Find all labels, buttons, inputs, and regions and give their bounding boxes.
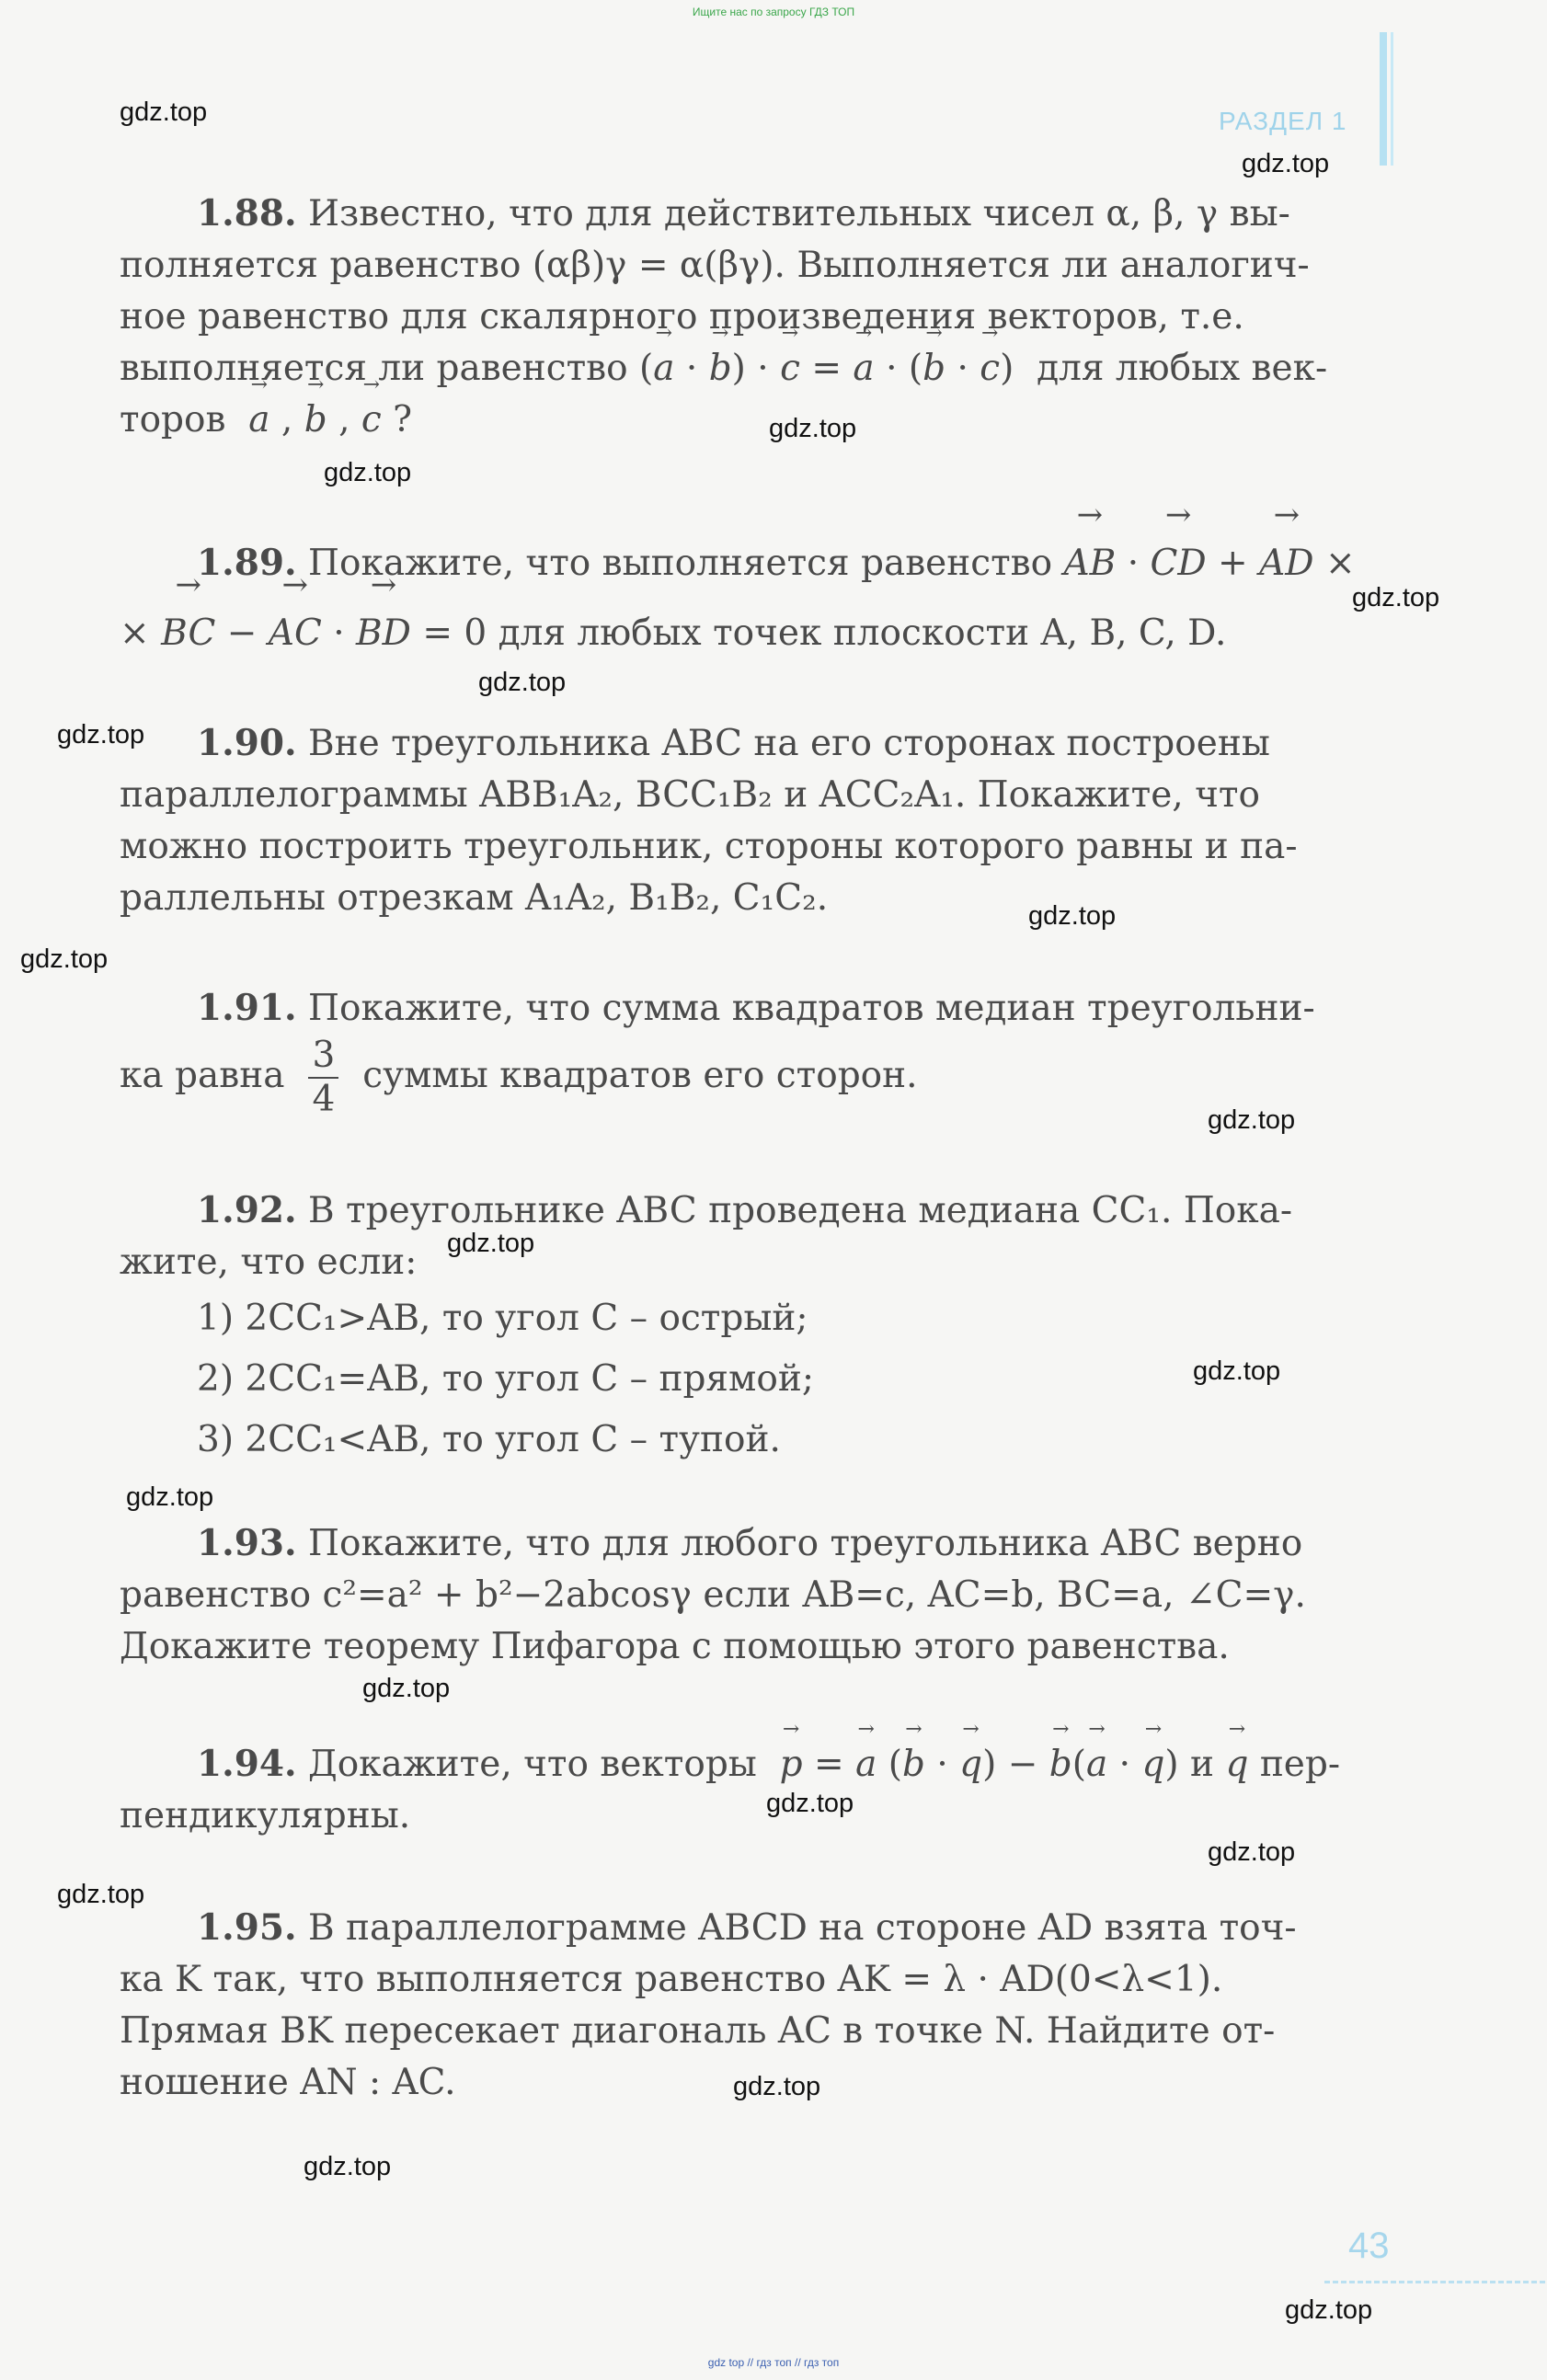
- section-label: РАЗДЕЛ 1: [1219, 107, 1347, 135]
- vector-b: → b: [922, 343, 945, 395]
- problem-1-88: [120, 188, 1391, 446]
- watermark: gdz.top: [478, 668, 567, 697]
- text-line: В параллелограмме ABCD на стороне AD взята точ-: [307, 1907, 1297, 1949]
- footer-dashed-line: [1324, 2281, 1545, 2283]
- text-line: Докажите теорему Пифагора с помощью этого равенства.: [120, 1626, 1230, 1667]
- fraction-denominator: 4: [312, 1079, 336, 1120]
- vector-c: → c: [361, 395, 382, 446]
- watermark: gdz.top: [1028, 901, 1117, 931]
- problem-1-92: [120, 1184, 1391, 1470]
- text-line: раллельны отрезкам A₁A₂, B₁B₂, C₁C₂.: [120, 877, 829, 919]
- problem-1-93: [120, 1517, 1391, 1673]
- vector-b: → b: [709, 343, 732, 395]
- list-item: 1) 2CC₁>AB, то угол C – острый;: [197, 1298, 808, 1339]
- watermark: gdz.top: [20, 944, 109, 974]
- vector-a: → a: [853, 343, 874, 395]
- problem-1-89: [120, 528, 1391, 669]
- text-fragment: Покажите, что выполняется равенство: [307, 543, 1053, 584]
- watermark: gdz.top: [1208, 1105, 1296, 1135]
- vector-c: → c: [780, 343, 800, 395]
- watermark: gdz.top: [769, 414, 857, 443]
- watermark: gdz.top: [57, 720, 145, 749]
- text-line: Вне треугольника ABC на его сторонах построены: [307, 723, 1270, 764]
- vector-cd: → CD: [1151, 529, 1207, 599]
- vector-b: → b: [304, 395, 327, 446]
- watermark: gdz.top: [447, 1229, 535, 1258]
- fraction-numerator: 3: [308, 1035, 338, 1079]
- watermark: gdz.top: [733, 2072, 821, 2101]
- problem-number: 1.94.: [197, 1743, 297, 1785]
- vector-bd: → BD: [356, 599, 411, 669]
- watermark: gdz.top: [1352, 583, 1440, 612]
- watermark: gdz.top: [324, 458, 412, 487]
- text-line: 1.94. Докажите, что векторы → p = → a (→ b · → q) − → b(→ a · → q) и → q пер-: [197, 1738, 1391, 1791]
- list-item: 3) 2CC₁<AB, то угол C – тупой.: [197, 1419, 781, 1460]
- text-line: Покажите, что сумма квадратов медиан треугольни-: [307, 988, 1315, 1029]
- text-fragment: Докажите, что векторы: [307, 1744, 757, 1785]
- vector-a: → a: [248, 395, 269, 446]
- text-line: ное равенство для скалярного произведения векторов, т.е.: [120, 296, 1244, 338]
- watermark: gdz.top: [57, 1880, 145, 1909]
- margin-bar-thin: [1391, 32, 1393, 166]
- list-item: 2) 2CC₁=AB, то угол C – прямой;: [197, 1358, 814, 1400]
- watermark: gdz.top: [1285, 2295, 1373, 2325]
- watermark: gdz.top: [126, 1482, 214, 1512]
- text-line: выполняется ли равенство (→ a · → b) · → c = → a · (→ b · → c) для любых век-: [120, 343, 1391, 395]
- text-line: 1.89. Покажите, что выполняется равенство → AB · → CD + → AD ×: [197, 528, 1391, 599]
- vector-ab: → AB: [1064, 529, 1117, 599]
- watermark: gdz.top: [766, 1789, 854, 1818]
- text-line: Покажите, что для любого треугольника ABC верно: [307, 1523, 1303, 1564]
- vector-c: → c: [980, 343, 1000, 395]
- text-fragment: ?: [393, 399, 413, 441]
- text-fragment: торов: [120, 399, 226, 441]
- problem-number: 1.88.: [197, 192, 297, 235]
- text-fragment: выполняется ли равенство (: [120, 348, 654, 389]
- problem-number: 1.93.: [197, 1522, 297, 1564]
- watermark: gdz.top: [1208, 1837, 1296, 1867]
- problem-number: 1.91.: [197, 987, 297, 1029]
- text-fragment: = 0 для любых точек плоскости A, B, C, D.: [422, 612, 1227, 654]
- problem-number: 1.92.: [197, 1189, 297, 1231]
- vector-q: → q: [1141, 1739, 1164, 1791]
- vector-a: → a: [653, 343, 674, 395]
- top-note[interactable]: Ищите нас по запросу ГДЗ ТОП: [692, 6, 855, 18]
- problem-number: 1.95.: [197, 1906, 297, 1949]
- vector-b: → b: [902, 1739, 925, 1791]
- problem-1-90: [120, 717, 1391, 924]
- text-fragment: ка равна: [120, 1055, 285, 1096]
- vector-q: → q: [959, 1739, 982, 1791]
- problem-number: 1.90.: [197, 722, 297, 764]
- vector-a: → a: [855, 1739, 877, 1791]
- problem-1-95: [120, 1902, 1391, 2109]
- bottom-note[interactable]: gdz top // гдз топ // гдз топ: [707, 2356, 840, 2369]
- text-line: параллелограммы ABB₁A₂, BCC₁B₂ и ACC₂A₁. Покажите, что: [120, 774, 1260, 816]
- problem-1-91: [120, 982, 1391, 1121]
- vector-ad: → AD: [1259, 529, 1313, 599]
- watermark: gdz.top: [362, 1674, 451, 1703]
- watermark: gdz.top: [1242, 149, 1330, 178]
- text-line: полняется равенство (αβ)γ = α(βγ). Выполняется ли аналогич-: [120, 245, 1310, 286]
- margin-bar: [1380, 32, 1387, 166]
- text-line: можно построить треугольник, стороны которого равны и па-: [120, 826, 1298, 867]
- text-fragment: пер-: [1259, 1744, 1341, 1785]
- text-line: торов → a , → b , → c ?: [120, 395, 1391, 446]
- watermark: gdz.top: [304, 2152, 392, 2181]
- text-line: ношение AN : AC.: [120, 2062, 456, 2103]
- text-line: × → BC − → AC · → BD = 0 для любых точек плоскости A, B, C, D.: [120, 599, 1391, 669]
- vector-bc: → BC: [161, 599, 215, 669]
- vector-p: → p: [780, 1739, 803, 1791]
- problem-1-94: [120, 1738, 1391, 1842]
- problem-number: 1.89.: [197, 542, 297, 584]
- vector-ac: → AC: [269, 599, 322, 669]
- fraction: [308, 1035, 338, 1121]
- text-fragment: суммы квадратов его сторон.: [362, 1055, 918, 1096]
- vector-b: → b: [1049, 1739, 1072, 1791]
- text-line: пендикулярны.: [120, 1795, 411, 1836]
- text-line: жите, что если:: [120, 1241, 418, 1283]
- text-line: Известно, что для действительных чисел α, β, γ вы-: [307, 193, 1290, 235]
- text-line: равенство c²=a² + b²−2abcosγ если AB=c, AC=b, BC=a, ∠C=γ.: [120, 1574, 1306, 1616]
- watermark: gdz.top: [120, 97, 208, 127]
- text-line: [120, 1035, 1391, 1121]
- text-line: В треугольнике ABC проведена медиана CC₁. Пока-: [307, 1190, 1293, 1231]
- page-number: 43: [1348, 2226, 1390, 2266]
- vector-q: → q: [1225, 1739, 1248, 1791]
- vector-a: → a: [1086, 1739, 1107, 1791]
- text-fragment: для любых век-: [1037, 348, 1328, 389]
- text-line: Прямая BK пересекает диагональ AC в точке N. Найдите от-: [120, 2010, 1276, 2052]
- text-line: ка K так, что выполняется равенство AK = λ · AD(0<λ<1).: [120, 1959, 1223, 2000]
- watermark: gdz.top: [1193, 1356, 1281, 1386]
